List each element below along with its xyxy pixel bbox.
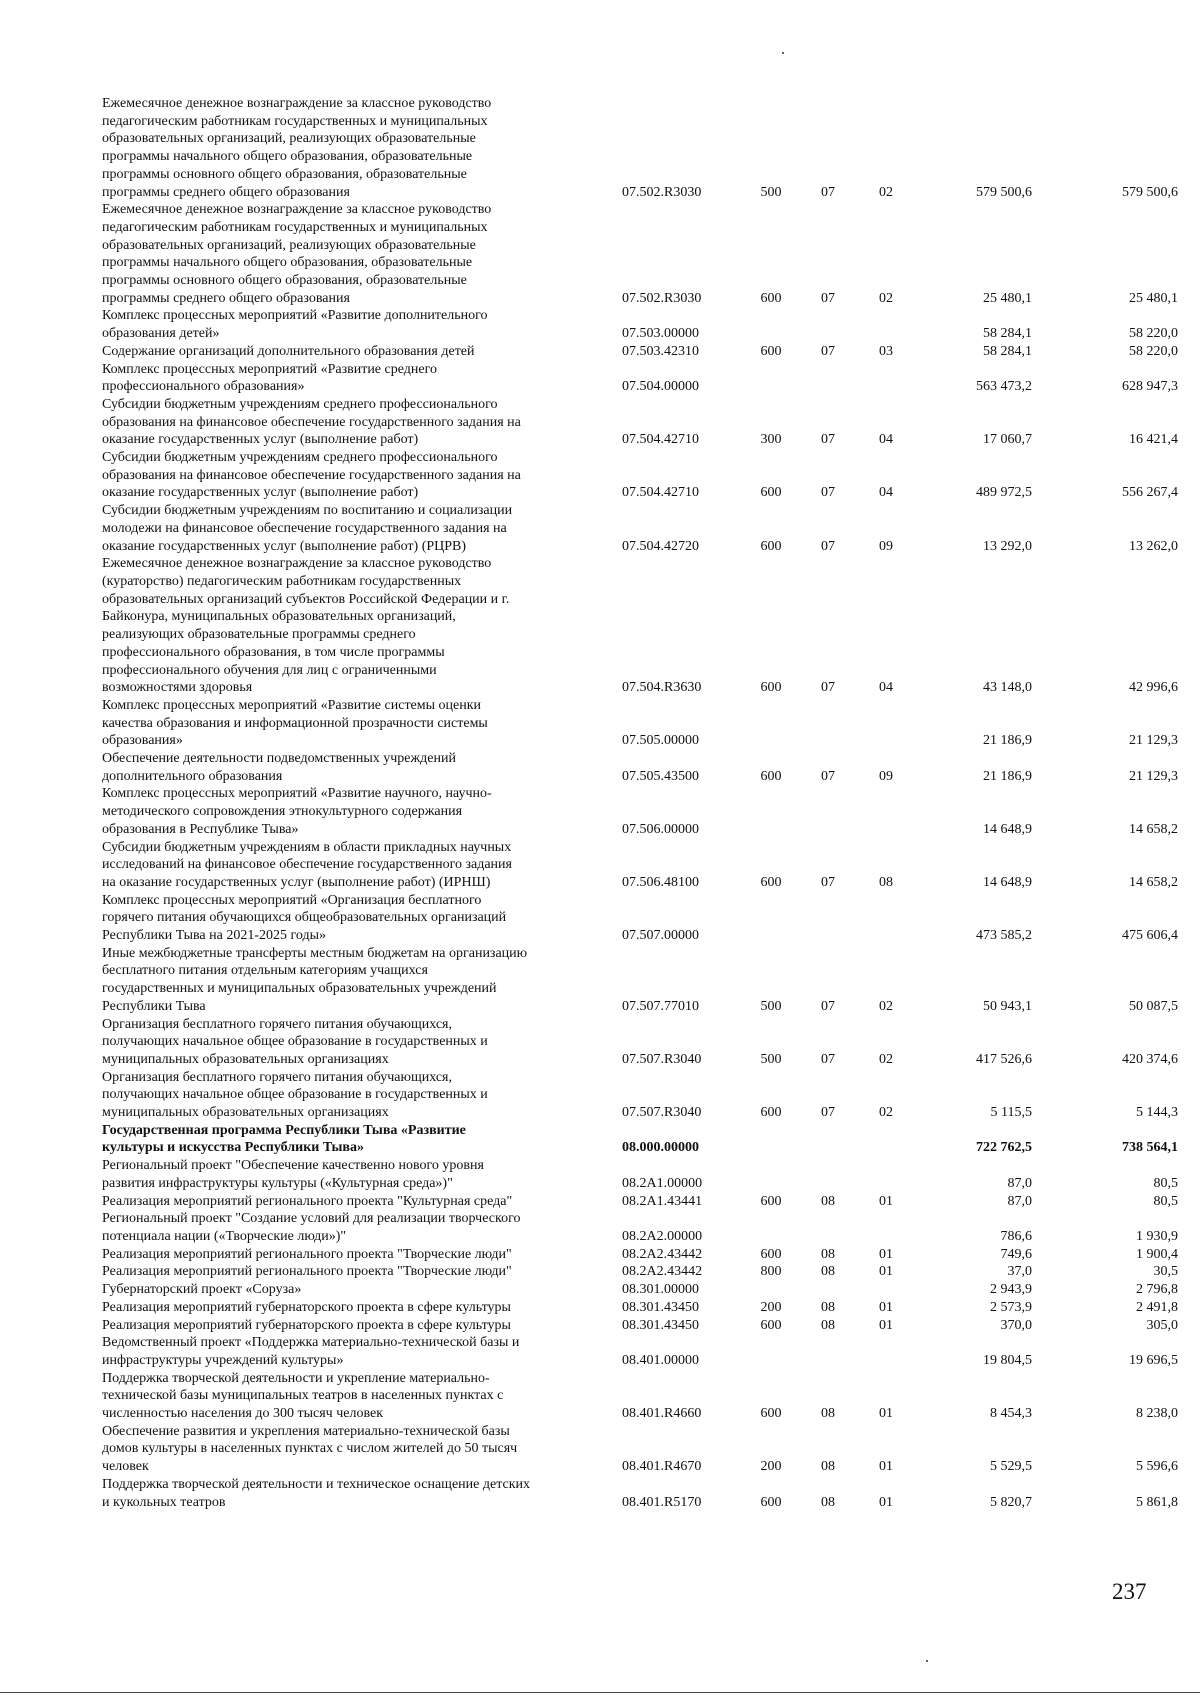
row-name: Организация бесплатного горячего питания обучающихся, получающих начальное общее образование в государственных и муниципальных образовательных организациях xyxy=(102,1069,488,1121)
row-sum-year1: 489 972,5 xyxy=(976,485,1032,501)
row-subsection: 04 xyxy=(879,485,893,501)
row-sum-year1: 2 943,9 xyxy=(990,1282,1032,1298)
row-sum-year2: 25 480,1 xyxy=(1129,290,1178,306)
row-sum-year1: 473 585,2 xyxy=(976,928,1032,944)
row-section: 07 xyxy=(821,680,835,696)
row-subsection: 01 xyxy=(879,1406,893,1422)
row-code: 08.2А1.00000 xyxy=(622,1175,703,1191)
row-sum-year2: 21 129,3 xyxy=(1129,768,1178,784)
row-sum-year2: 420 374,6 xyxy=(1122,1051,1178,1067)
row-name: Комплекс процессных мероприятий «Развитие дополнительного образования детей» xyxy=(102,308,488,342)
row-sum-year2: 579 500,6 xyxy=(1122,184,1178,200)
row-code: 07.503.42310 xyxy=(622,343,699,359)
row-code: 08.301.00000 xyxy=(622,1282,699,1298)
row-code: 08.2А2.43442 xyxy=(622,1264,703,1280)
row-name: Субсидии бюджетным учреждениям в области прикладных научных исследований на финансовое обеспечение государственного задания на оказание государственных услуг (выполнение работ) (ИРНШ) xyxy=(102,839,512,890)
row-code: 07.502.R3030 xyxy=(622,290,702,306)
row-sum-year2: 2 491,8 xyxy=(1136,1299,1178,1315)
row-sum-year1: 17 060,7 xyxy=(983,432,1032,448)
row-code: 08.2А2.00000 xyxy=(622,1229,703,1244)
table-row xyxy=(102,449,1178,502)
row-code: 07.503.00000 xyxy=(622,326,699,342)
row-name: Комплекс процессных мероприятий «Организация бесплатного горячего питания обучающихся общеобразовательных организаций Республики Тыва на 2021-2025 годы» xyxy=(102,892,507,944)
row-name: Региональный проект "Обеспечение качественно нового уровня развития инфраструктуры культуры («Культурная среда»)" xyxy=(102,1158,484,1191)
table-row xyxy=(102,1334,1178,1369)
row-subsection xyxy=(856,697,916,750)
table-row xyxy=(102,697,1178,750)
row-name: Ведомственный проект «Поддержка материально-технической базы и инфраструктуры учреждений культуры» xyxy=(102,1335,520,1368)
row-sum-year2: 1 900,4 xyxy=(1136,1246,1178,1262)
row-section xyxy=(800,1334,856,1369)
row-expense-type: 300 xyxy=(760,432,782,448)
row-expense-type: 800 xyxy=(760,1264,782,1280)
row-code: 08.401.R4670 xyxy=(622,1459,702,1475)
row-subsection xyxy=(856,1157,916,1192)
row-code: 08.401.R5170 xyxy=(622,1494,702,1510)
row-sum-year1: 13 292,0 xyxy=(983,538,1032,554)
row-sum-year1: 21 186,9 xyxy=(983,768,1032,784)
row-expense-type xyxy=(742,1334,800,1369)
table-row xyxy=(102,785,1178,838)
row-sum-year1: 786,6 xyxy=(1000,1229,1032,1244)
table-row xyxy=(102,1370,1178,1423)
row-code: 07.504.R3630 xyxy=(622,680,702,696)
row-name: Реализация мероприятий регионального проекта "Творческие люди" xyxy=(102,1246,512,1262)
row-name: Реализация мероприятий регионального проекта "Культурная среда" xyxy=(102,1193,513,1209)
row-name: Комплекс процессных мероприятий «Развитие среднего профессионального образования» xyxy=(102,361,437,395)
row-section: 08 xyxy=(821,1494,835,1510)
budget-table xyxy=(102,95,1178,1511)
row-name: Субсидии бюджетным учреждениям среднего профессионального образования на финансовое обеспечение государственного задания на оказание государственных услуг (выполнение работ) xyxy=(102,450,521,501)
row-subsection xyxy=(856,1334,916,1369)
row-subsection: 09 xyxy=(879,538,893,554)
row-code: 07.506.48100 xyxy=(622,874,699,890)
row-sum-year2: 19 696,5 xyxy=(1129,1352,1178,1368)
row-section: 07 xyxy=(821,1105,835,1121)
table-row xyxy=(102,1193,1178,1211)
row-sum-year1: 58 284,1 xyxy=(983,326,1032,342)
row-sum-year1: 563 473,2 xyxy=(976,379,1032,395)
row-section: 07 xyxy=(821,768,835,784)
row-sum-year1: 2 573,9 xyxy=(990,1299,1032,1315)
row-section xyxy=(800,1122,856,1157)
row-sum-year2: 556 267,4 xyxy=(1122,485,1178,501)
row-sum-year1: 19 804,5 xyxy=(983,1352,1032,1368)
row-expense-type xyxy=(742,1210,800,1245)
row-section xyxy=(800,697,856,750)
scan-speck xyxy=(782,52,784,54)
row-sum-year1: 87,0 xyxy=(1007,1175,1032,1191)
table-row xyxy=(102,892,1178,945)
row-sum-year2: 305,0 xyxy=(1146,1317,1178,1333)
row-code: 07.506.00000 xyxy=(622,821,699,837)
row-expense-type: 500 xyxy=(760,184,782,200)
row-sum-year1: 87,0 xyxy=(1007,1193,1032,1209)
scan-speck xyxy=(926,1660,928,1662)
row-subsection xyxy=(856,1210,916,1245)
row-expense-type: 600 xyxy=(760,1193,782,1209)
row-expense-type: 600 xyxy=(760,1406,782,1422)
row-name: Комплекс процессных мероприятий «Развитие системы оценки качества образования и информационной прозрачности системы образования» xyxy=(102,697,488,749)
row-subsection xyxy=(856,1122,916,1157)
table-row xyxy=(102,750,1178,785)
row-subsection: 09 xyxy=(879,768,893,784)
row-expense-type: 200 xyxy=(760,1299,782,1315)
row-section: 07 xyxy=(821,1051,835,1067)
row-section: 07 xyxy=(821,485,835,501)
row-expense-type: 500 xyxy=(760,1051,782,1067)
row-sum-year2: 14 658,2 xyxy=(1129,821,1178,837)
row-section xyxy=(800,1281,856,1299)
row-subsection: 02 xyxy=(879,998,893,1014)
row-code: 07.502.R3030 xyxy=(622,184,702,200)
row-code: 08.301.43450 xyxy=(622,1299,699,1315)
table-row xyxy=(102,1476,1178,1511)
row-sum-year2: 14 658,2 xyxy=(1129,874,1178,890)
row-code: 07.507.R3040 xyxy=(622,1051,702,1067)
row-section xyxy=(800,307,856,342)
row-expense-type: 600 xyxy=(760,290,782,306)
row-sum-year2: 5 596,6 xyxy=(1136,1459,1178,1475)
row-name: Ежемесячное денежное вознаграждение за классное руководство (кураторство) педагогическим работникам государственных образовательных организаций субъектов Российской Федерации и г. Байконура, муниципальных образовательных организаций, реализующих образовательные программы среднего профессионального образования, в том числе программы профессионального обучения для лиц с ограниченными возможностями здоровья xyxy=(102,556,510,696)
row-code: 07.504.42710 xyxy=(622,485,699,501)
row-sum-year1: 8 454,3 xyxy=(990,1406,1032,1422)
row-sum-year2: 42 996,6 xyxy=(1129,680,1178,696)
row-sum-year1: 5 529,5 xyxy=(990,1459,1032,1475)
table-row xyxy=(102,1263,1178,1281)
row-subsection xyxy=(856,785,916,838)
row-code: 07.504.42710 xyxy=(622,432,699,448)
row-name: Реализация мероприятий губернаторского проекта в сфере культуры xyxy=(102,1317,511,1333)
row-code: 08.000.00000 xyxy=(622,1140,699,1156)
row-sum-year1: 25 480,1 xyxy=(983,290,1032,306)
table-row xyxy=(102,95,1178,201)
row-section: 08 xyxy=(821,1317,835,1333)
table-row xyxy=(102,343,1178,361)
row-section: 08 xyxy=(821,1246,835,1262)
row-expense-type: 600 xyxy=(760,1317,782,1333)
row-expense-type xyxy=(742,1281,800,1299)
row-expense-type: 600 xyxy=(760,1105,782,1121)
table-row xyxy=(102,1423,1178,1476)
row-sum-year2: 13 262,0 xyxy=(1129,538,1178,554)
row-section: 08 xyxy=(821,1264,835,1280)
row-sum-year1: 14 648,9 xyxy=(983,821,1032,837)
row-code: 07.507.77010 xyxy=(622,998,699,1014)
row-section: 08 xyxy=(821,1406,835,1422)
row-expense-type: 200 xyxy=(760,1459,782,1475)
row-subsection: 01 xyxy=(879,1317,893,1333)
row-subsection: 02 xyxy=(879,290,893,306)
table-row xyxy=(102,1281,1178,1299)
row-sum-year1: 50 943,1 xyxy=(983,998,1032,1014)
row-sum-year2: 5 861,8 xyxy=(1136,1494,1178,1510)
row-code: 08.2А1.43441 xyxy=(622,1193,703,1209)
row-subsection xyxy=(856,307,916,342)
page-number: 237 xyxy=(1112,1579,1147,1604)
row-section: 07 xyxy=(821,538,835,554)
row-subsection: 02 xyxy=(879,1105,893,1121)
row-sum-year2: 58 220,0 xyxy=(1129,326,1178,342)
row-sum-year1: 417 526,6 xyxy=(976,1051,1032,1067)
row-subsection: 08 xyxy=(879,874,893,890)
row-code: 08.401.R4660 xyxy=(622,1406,702,1422)
row-sum-year2: 30,5 xyxy=(1153,1264,1178,1280)
row-expense-type: 600 xyxy=(760,768,782,784)
row-expense-type: 600 xyxy=(760,485,782,501)
row-section: 07 xyxy=(821,874,835,890)
row-name: Обеспечение развития и укрепления материально-технической базы домов культуры в населенных пунктах с числом жителей до 50 тысяч человек xyxy=(102,1423,518,1475)
row-name: Содержание организаций дополнительного образования детей xyxy=(102,343,475,359)
row-name: Ежемесячное денежное вознаграждение за классное руководство педагогическим работникам государственных и муниципальных образовательных организаций, реализующих образовательные программы начального общего образования, образовательные программы основного общего образования, образовательные программы среднего общего образования xyxy=(102,202,492,306)
row-expense-type xyxy=(742,1157,800,1192)
row-subsection: 01 xyxy=(879,1459,893,1475)
row-name: Организация бесплатного горячего питания обучающихся, получающих начальное общее образование в государственных и муниципальных образовательных организациях xyxy=(102,1016,488,1067)
row-section: 07 xyxy=(821,432,835,448)
row-name: Государственная программа Республики Тыва «Развитие культуры и искусства Республики Тыва» xyxy=(102,1122,466,1156)
row-name: Комплекс процессных мероприятий «Развитие научного, научно- методического сопровождения этнокультурного содержания образования в Республике Тыва» xyxy=(102,786,492,837)
row-section: 07 xyxy=(821,184,835,200)
row-name: Реализация мероприятий регионального проекта "Творческие люди" xyxy=(102,1264,512,1280)
row-expense-type xyxy=(742,697,800,750)
table-row xyxy=(102,1016,1178,1069)
row-subsection xyxy=(856,892,916,945)
row-name: Иные межбюджетные трансферты местным бюджетам на организацию бесплатного питания отдельным категориям учащихся государственных и муниципальных образовательных учреждений Республики Тыва xyxy=(102,945,528,1014)
row-subsection: 02 xyxy=(879,184,893,200)
row-code: 08.301.43450 xyxy=(622,1317,699,1333)
row-expense-type: 600 xyxy=(760,874,782,890)
row-sum-year2: 738 564,1 xyxy=(1122,1140,1178,1156)
row-name: Обеспечение деятельности подведомственных учреждений дополнительного образования xyxy=(102,751,456,784)
row-subsection: 03 xyxy=(879,343,893,359)
row-code: 07.507.R3040 xyxy=(622,1105,702,1121)
table-row xyxy=(102,555,1178,697)
table-row xyxy=(102,1122,1178,1157)
row-code: 07.504.42720 xyxy=(622,538,699,554)
table-row xyxy=(102,307,1178,342)
row-subsection: 02 xyxy=(879,1051,893,1067)
row-name: Поддержка творческой деятельности и техническое оснащение детских и кукольных театров xyxy=(102,1476,530,1510)
row-section xyxy=(800,361,856,396)
row-code: 07.505.00000 xyxy=(622,733,699,749)
table-row xyxy=(102,396,1178,449)
row-section: 08 xyxy=(821,1193,835,1209)
row-section xyxy=(800,1210,856,1245)
row-sum-year2: 58 220,0 xyxy=(1129,343,1178,359)
row-expense-type xyxy=(742,307,800,342)
row-expense-type xyxy=(742,785,800,838)
row-subsection: 01 xyxy=(879,1299,893,1315)
row-sum-year1: 579 500,6 xyxy=(976,184,1032,200)
table-row xyxy=(102,945,1178,1016)
row-name: Региональный проект "Создание условий для реализации творческого потенциала нации («Творческие люди»)" xyxy=(102,1211,521,1244)
row-sum-year2: 628 947,3 xyxy=(1122,379,1178,395)
table-row xyxy=(102,1069,1178,1122)
row-code: 07.505.43500 xyxy=(622,768,699,784)
row-subsection: 04 xyxy=(879,432,893,448)
table-row xyxy=(102,361,1178,396)
table-row xyxy=(102,201,1178,307)
row-section xyxy=(800,785,856,838)
row-name: Субсидии бюджетным учреждениям по воспитанию и социализации молодежи на финансовое обеспечение государственного задания на оказание государственных услуг (выполнение работ) (РЦРВ) xyxy=(102,503,513,554)
row-subsection: 01 xyxy=(879,1193,893,1209)
row-section: 08 xyxy=(821,1459,835,1475)
row-section: 07 xyxy=(821,290,835,306)
row-sum-year2: 1 930,9 xyxy=(1136,1229,1178,1244)
row-code: 07.504.00000 xyxy=(622,379,699,395)
row-sum-year1: 43 148,0 xyxy=(983,680,1032,696)
table-row xyxy=(102,1246,1178,1264)
row-name: Реализация мероприятий губернаторского проекта в сфере культуры xyxy=(102,1299,511,1315)
row-sum-year2: 8 238,0 xyxy=(1136,1406,1178,1422)
row-expense-type xyxy=(742,892,800,945)
row-section: 08 xyxy=(821,1299,835,1315)
row-sum-year2: 475 606,4 xyxy=(1122,928,1178,944)
table-row xyxy=(102,1157,1178,1192)
row-sum-year2: 2 796,8 xyxy=(1136,1282,1178,1298)
row-subsection: 01 xyxy=(879,1494,893,1510)
row-expense-type: 600 xyxy=(760,538,782,554)
row-section xyxy=(800,892,856,945)
row-code: 08.401.00000 xyxy=(622,1352,699,1368)
row-name: Ежемесячное денежное вознаграждение за классное руководство педагогическим работникам государственных и муниципальных образовательных организаций, реализующих образовательные программы начального общего образования, образовательные программы основного общего образования, образовательные программы среднего общего образования xyxy=(102,96,492,200)
row-code: 07.507.00000 xyxy=(622,928,699,944)
row-sum-year1: 21 186,9 xyxy=(983,733,1032,749)
row-subsection xyxy=(856,1281,916,1299)
budget-table-body xyxy=(102,95,1178,1511)
row-name: Поддержка творческой деятельности и укрепление материально- технической базы муниципальных театров в населенных пунктах с численностью населения до 300 тысяч человек xyxy=(102,1370,504,1422)
row-sum-year2: 21 129,3 xyxy=(1129,733,1178,749)
row-section xyxy=(800,1157,856,1192)
row-section: 07 xyxy=(821,343,835,359)
row-expense-type: 600 xyxy=(760,1494,782,1510)
row-code: 08.2А2.43442 xyxy=(622,1246,703,1262)
row-expense-type: 600 xyxy=(760,343,782,359)
row-name: Губернаторский проект «Соруза» xyxy=(102,1282,302,1298)
row-sum-year2: 16 421,4 xyxy=(1129,432,1178,448)
row-expense-type xyxy=(742,361,800,396)
bottom-rule xyxy=(0,1692,1200,1693)
table-row xyxy=(102,1210,1178,1245)
row-sum-year2: 80,5 xyxy=(1153,1193,1178,1209)
row-subsection: 01 xyxy=(879,1264,893,1280)
table-row xyxy=(102,502,1178,555)
row-subsection: 01 xyxy=(879,1246,893,1262)
table-row xyxy=(102,1317,1178,1335)
row-sum-year1: 370,0 xyxy=(1000,1317,1032,1333)
row-sum-year1: 58 284,1 xyxy=(983,343,1032,359)
row-sum-year1: 37,0 xyxy=(1007,1264,1032,1280)
row-sum-year1: 5 820,7 xyxy=(990,1494,1032,1510)
row-sum-year2: 80,5 xyxy=(1153,1175,1178,1191)
row-sum-year1: 5 115,5 xyxy=(990,1105,1032,1121)
row-sum-year1: 749,6 xyxy=(1000,1246,1032,1262)
row-sum-year1: 722 762,5 xyxy=(976,1140,1032,1156)
table-row xyxy=(102,839,1178,892)
row-expense-type: 600 xyxy=(760,680,782,696)
row-sum-year2: 50 087,5 xyxy=(1129,998,1178,1014)
row-subsection xyxy=(856,361,916,396)
row-sum-year2: 5 144,3 xyxy=(1136,1105,1178,1121)
row-expense-type: 600 xyxy=(760,1246,782,1262)
row-expense-type xyxy=(742,1122,800,1157)
row-sum-year1: 14 648,9 xyxy=(983,874,1032,890)
row-expense-type: 500 xyxy=(760,998,782,1014)
row-section: 07 xyxy=(821,998,835,1014)
row-subsection: 04 xyxy=(879,680,893,696)
table-row xyxy=(102,1299,1178,1317)
row-name: Субсидии бюджетным учреждениям среднего профессионального образования на финансовое обеспечение государственного задания на оказание государственных услуг (выполнение работ) xyxy=(102,396,521,448)
